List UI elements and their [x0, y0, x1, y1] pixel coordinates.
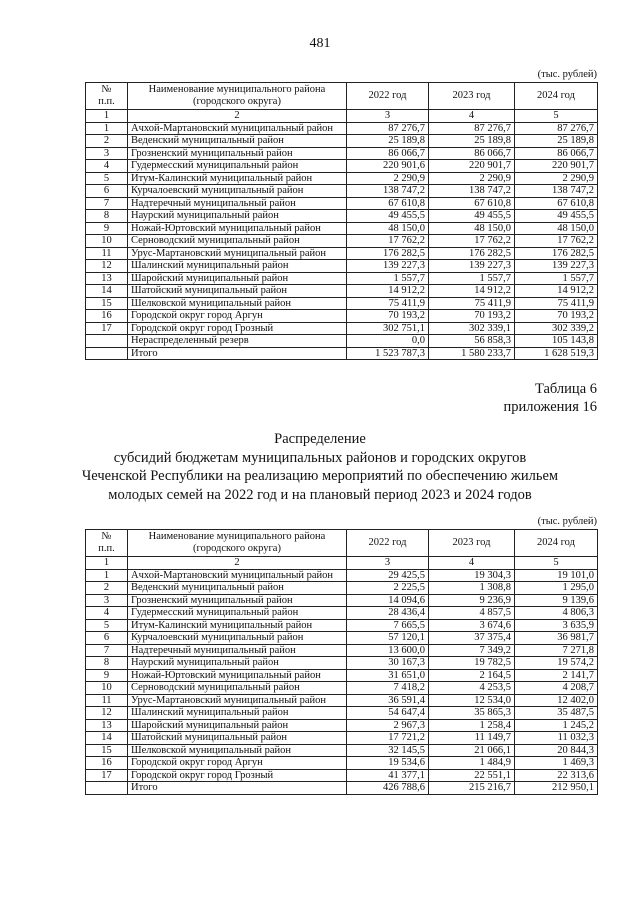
value-2023: 1 258,4 [429, 719, 515, 732]
value-2024: 70 193,2 [515, 310, 598, 323]
table1-units: (тыс. рублей) [537, 69, 597, 80]
value-2022: 13 600,0 [347, 644, 429, 657]
value-2022: 25 189,8 [347, 135, 429, 148]
value-2024: 212 950,1 [515, 782, 598, 795]
table-row [86, 147, 598, 160]
value-2023: 86 066,7 [429, 147, 515, 160]
table-row [86, 197, 598, 210]
row-name: Итого [128, 347, 347, 360]
row-name: Надтеречный муниципальный район [128, 644, 347, 657]
row-number [86, 335, 128, 348]
row-name: Грозненский муниципальный район [128, 147, 347, 160]
value-2023: 70 193,2 [429, 310, 515, 323]
table-row [86, 594, 598, 607]
row-number: 3 [86, 147, 128, 160]
row-number: 15 [86, 744, 128, 757]
value-2022: 1 557,7 [347, 272, 429, 285]
value-2022: 36 591,4 [347, 694, 429, 707]
row-name: Городской округ город Грозный [128, 769, 347, 782]
table-row [86, 632, 598, 645]
table-row [86, 569, 598, 582]
caption-table-number: Таблица 6 [534, 381, 597, 397]
colnum: 1 [86, 110, 128, 123]
value-2024: 1 628 519,3 [515, 347, 598, 360]
row-name: Грозненский муниципальный район [128, 594, 347, 607]
value-2024: 25 189,8 [515, 135, 598, 148]
value-2022: 49 455,5 [347, 210, 429, 223]
row-number: 8 [86, 210, 128, 223]
row-number: 13 [86, 272, 128, 285]
header-name: Наименование муниципального района (городского округа) [128, 83, 347, 110]
value-2024: 1 295,0 [515, 582, 598, 595]
value-2022: 41 377,1 [347, 769, 429, 782]
title-line-1: Распределение [274, 431, 366, 447]
value-2024: 2 141,7 [515, 669, 598, 682]
table-row [86, 682, 598, 695]
value-2023: 1 557,7 [429, 272, 515, 285]
row-number: 15 [86, 297, 128, 310]
value-2023: 176 282,5 [429, 247, 515, 260]
table1-header-row [86, 83, 598, 110]
row-number: 12 [86, 260, 128, 273]
row-name: Городской округ город Грозный [128, 322, 347, 335]
value-2024: 19 574,2 [515, 657, 598, 670]
value-2024: 49 455,5 [515, 210, 598, 223]
row-name: Итум-Калинский муниципальный район [128, 619, 347, 632]
row-number [86, 782, 128, 795]
value-2022: 138 747,2 [347, 185, 429, 198]
table-row [86, 335, 598, 348]
table-row [86, 172, 598, 185]
colnum: 4 [429, 110, 515, 123]
table-row [86, 732, 598, 745]
value-2022: 302 751,1 [347, 322, 429, 335]
row-name: Серноводский муниципальный район [128, 682, 347, 695]
row-number: 5 [86, 619, 128, 632]
value-2022: 7 665,5 [347, 619, 429, 632]
row-number: 16 [86, 757, 128, 770]
row-number: 16 [86, 310, 128, 323]
value-2023: 2 290,9 [429, 172, 515, 185]
table-row [86, 644, 598, 657]
value-2024: 19 101,0 [515, 569, 598, 582]
row-number: 12 [86, 707, 128, 720]
title-line-4: молодых семей на 2022 год и на плановый период 2023 и 2024 годов [108, 486, 532, 503]
row-name: Курчалоевский муниципальный район [128, 632, 347, 645]
table-row [86, 160, 598, 173]
value-2022: 87 276,7 [347, 122, 429, 135]
row-number: 9 [86, 669, 128, 682]
value-2023: 2 164,5 [429, 669, 515, 682]
value-2024: 1 245,2 [515, 719, 598, 732]
colnum: 2 [128, 110, 347, 123]
row-number: 5 [86, 172, 128, 185]
value-2022: 54 647,4 [347, 707, 429, 720]
value-2022: 75 411,9 [347, 297, 429, 310]
row-number: 2 [86, 135, 128, 148]
table-row [86, 707, 598, 720]
row-name: Городской округ город Аргун [128, 757, 347, 770]
value-2024: 4 208,7 [515, 682, 598, 695]
value-2022: 57 120,1 [347, 632, 429, 645]
value-2022: 17 721,2 [347, 732, 429, 745]
value-2024: 4 806,3 [515, 607, 598, 620]
value-2024: 36 981,7 [515, 632, 598, 645]
value-2023: 220 901,7 [429, 160, 515, 173]
title-line-2: субсидий бюджетам муниципальных районов и городских округов [113, 449, 527, 466]
value-2024: 22 313,6 [515, 769, 598, 782]
value-2024: 3 635,9 [515, 619, 598, 632]
colnum: 5 [515, 557, 598, 570]
value-2023: 138 747,2 [429, 185, 515, 198]
header-number: № п.п. [86, 83, 128, 110]
value-2023: 22 551,1 [429, 769, 515, 782]
value-2024: 176 282,5 [515, 247, 598, 260]
row-name: Шалинский муниципальный район [128, 260, 347, 273]
value-2022: 29 425,5 [347, 569, 429, 582]
row-number: 6 [86, 185, 128, 198]
header-2022: 2022 год [347, 83, 429, 110]
header-2023: 2023 год [429, 83, 515, 110]
value-2023: 49 455,5 [429, 210, 515, 223]
row-name: Ачхой-Мартановский муниципальный район [128, 122, 347, 135]
value-2023: 17 762,2 [429, 235, 515, 248]
table-row [86, 135, 598, 148]
value-2023: 87 276,7 [429, 122, 515, 135]
value-2023: 56 858,3 [429, 335, 515, 348]
value-2023: 12 534,0 [429, 694, 515, 707]
value-2024: 105 143,8 [515, 335, 598, 348]
value-2022: 19 534,6 [347, 757, 429, 770]
value-2024: 138 747,2 [515, 185, 598, 198]
table-row [86, 694, 598, 707]
value-2024: 1 469,3 [515, 757, 598, 770]
table-caption [504, 380, 597, 416]
row-number: 3 [86, 594, 128, 607]
row-name: Шалинский муниципальный район [128, 707, 347, 720]
table-row [86, 657, 598, 670]
row-name: Городской округ город Аргун [128, 310, 347, 323]
row-number: 17 [86, 322, 128, 335]
value-2023: 11 149,7 [429, 732, 515, 745]
value-2022: 48 150,0 [347, 222, 429, 235]
row-name: Веденский муниципальный район [128, 135, 347, 148]
value-2023: 1 308,8 [429, 582, 515, 595]
row-number: 10 [86, 682, 128, 695]
value-2024: 87 276,7 [515, 122, 598, 135]
row-number: 17 [86, 769, 128, 782]
value-2022: 176 282,5 [347, 247, 429, 260]
value-2024: 20 844,3 [515, 744, 598, 757]
table-row [86, 347, 598, 360]
row-name: Урус-Мартановский муниципальный район [128, 694, 347, 707]
value-2023: 7 349,2 [429, 644, 515, 657]
value-2023: 215 216,7 [429, 782, 515, 795]
value-2024: 2 290,9 [515, 172, 598, 185]
row-number: 9 [86, 222, 128, 235]
value-2023: 19 782,5 [429, 657, 515, 670]
colnum: 5 [515, 110, 598, 123]
table-row [86, 744, 598, 757]
row-number: 10 [86, 235, 128, 248]
row-number: 11 [86, 247, 128, 260]
value-2023: 19 304,3 [429, 569, 515, 582]
colnum: 3 [347, 557, 429, 570]
table-row [86, 582, 598, 595]
value-2023: 4 857,5 [429, 607, 515, 620]
table-row [86, 719, 598, 732]
value-2024: 86 066,7 [515, 147, 598, 160]
value-2022: 86 066,7 [347, 147, 429, 160]
table-row [86, 310, 598, 323]
row-name: Наурский муниципальный район [128, 657, 347, 670]
value-2024: 220 901,7 [515, 160, 598, 173]
value-2023: 302 339,1 [429, 322, 515, 335]
row-number: 11 [86, 694, 128, 707]
value-2023: 35 865,3 [429, 707, 515, 720]
row-name: Гудермесский муниципальный район [128, 160, 347, 173]
page-number: 481 [309, 36, 331, 51]
value-2022: 220 901,6 [347, 160, 429, 173]
table-row [86, 260, 598, 273]
table-row [86, 769, 598, 782]
value-2022: 2 967,3 [347, 719, 429, 732]
value-2024: 139 227,3 [515, 260, 598, 273]
row-name: Ножай-Юртовский муниципальный район [128, 669, 347, 682]
header-2023: 2023 год [429, 530, 515, 557]
value-2022: 2 290,9 [347, 172, 429, 185]
value-2022: 67 610,8 [347, 197, 429, 210]
row-name: Курчалоевский муниципальный район [128, 185, 347, 198]
table-row [86, 322, 598, 335]
table-row [86, 235, 598, 248]
table-row [86, 619, 598, 632]
value-2022: 1 523 787,3 [347, 347, 429, 360]
header-2024: 2024 год [515, 83, 598, 110]
value-2023: 1 580 233,7 [429, 347, 515, 360]
row-name: Гудермесский муниципальный район [128, 607, 347, 620]
table-row [86, 285, 598, 298]
value-2024: 7 271,8 [515, 644, 598, 657]
row-name: Веденский муниципальный район [128, 582, 347, 595]
value-2023: 3 674,6 [429, 619, 515, 632]
row-name: Надтеречный муниципальный район [128, 197, 347, 210]
row-number: 1 [86, 569, 128, 582]
row-name: Серноводский муниципальный район [128, 235, 347, 248]
header-name: Наименование муниципального района (городского округа) [128, 530, 347, 557]
row-number: 4 [86, 607, 128, 620]
row-name: Шаройский муниципальный район [128, 719, 347, 732]
row-number: 14 [86, 285, 128, 298]
row-name: Шелковской муниципальный район [128, 744, 347, 757]
value-2022: 31 651,0 [347, 669, 429, 682]
value-2022: 0,0 [347, 335, 429, 348]
value-2022: 7 418,2 [347, 682, 429, 695]
row-number: 1 [86, 122, 128, 135]
value-2023: 67 610,8 [429, 197, 515, 210]
table-row [86, 757, 598, 770]
row-number: 8 [86, 657, 128, 670]
value-2022: 70 193,2 [347, 310, 429, 323]
table-row [86, 607, 598, 620]
value-2023: 1 484,9 [429, 757, 515, 770]
column-number-row [86, 110, 598, 123]
header-number: № п.п. [86, 530, 128, 557]
row-number: 6 [86, 632, 128, 645]
colnum: 1 [86, 557, 128, 570]
row-name: Шатойский муниципальный район [128, 732, 347, 745]
value-2023: 14 912,2 [429, 285, 515, 298]
row-number: 13 [86, 719, 128, 732]
table-row [86, 222, 598, 235]
row-number: 2 [86, 582, 128, 595]
value-2022: 17 762,2 [347, 235, 429, 248]
row-number: 14 [86, 732, 128, 745]
value-2023: 9 236,9 [429, 594, 515, 607]
column-number-row [86, 557, 598, 570]
row-name: Нераспределенный резерв [128, 335, 347, 348]
table-row [86, 297, 598, 310]
table-row [86, 247, 598, 260]
row-number [86, 347, 128, 360]
value-2024: 14 912,2 [515, 285, 598, 298]
table2-header-row [86, 530, 598, 557]
value-2024: 67 610,8 [515, 197, 598, 210]
value-2023: 75 411,9 [429, 297, 515, 310]
row-name: Шатойский муниципальный район [128, 285, 347, 298]
value-2022: 14 912,2 [347, 285, 429, 298]
value-2024: 17 762,2 [515, 235, 598, 248]
value-2023: 139 227,3 [429, 260, 515, 273]
value-2023: 4 253,5 [429, 682, 515, 695]
row-name: Шаройский муниципальный район [128, 272, 347, 285]
value-2024: 48 150,0 [515, 222, 598, 235]
colnum: 4 [429, 557, 515, 570]
value-2022: 28 436,4 [347, 607, 429, 620]
value-2022: 32 145,5 [347, 744, 429, 757]
header-2022: 2022 год [347, 530, 429, 557]
value-2024: 75 411,9 [515, 297, 598, 310]
table-row [86, 210, 598, 223]
table-row [86, 272, 598, 285]
value-2024: 11 032,3 [515, 732, 598, 745]
row-number: 7 [86, 644, 128, 657]
table-row [86, 782, 598, 795]
value-2024: 12 402,0 [515, 694, 598, 707]
value-2022: 426 788,6 [347, 782, 429, 795]
caption-appendix: приложения 16 [503, 399, 597, 415]
value-2024: 1 557,7 [515, 272, 598, 285]
value-2024: 302 339,2 [515, 322, 598, 335]
table-row [86, 669, 598, 682]
value-2022: 14 094,6 [347, 594, 429, 607]
table1 [85, 82, 598, 360]
value-2022: 139 227,3 [347, 260, 429, 273]
value-2024: 9 139,6 [515, 594, 598, 607]
row-name: Шелковской муниципальный район [128, 297, 347, 310]
table-row [86, 185, 598, 198]
table2 [85, 529, 598, 795]
value-2023: 21 066,1 [429, 744, 515, 757]
row-name: Ножай-Юртовский муниципальный район [128, 222, 347, 235]
colnum: 3 [347, 110, 429, 123]
row-name: Урус-Мартановский муниципальный район [128, 247, 347, 260]
table-row [86, 122, 598, 135]
row-name: Итум-Калинский муниципальный район [128, 172, 347, 185]
value-2022: 2 225,5 [347, 582, 429, 595]
value-2024: 35 487,5 [515, 707, 598, 720]
table2-title [0, 430, 640, 504]
colnum: 2 [128, 557, 347, 570]
header-2024: 2024 год [515, 530, 598, 557]
value-2022: 30 167,3 [347, 657, 429, 670]
value-2023: 25 189,8 [429, 135, 515, 148]
row-name: Ачхой-Мартановский муниципальный район [128, 569, 347, 582]
value-2023: 48 150,0 [429, 222, 515, 235]
row-number: 7 [86, 197, 128, 210]
table2-units: (тыс. рублей) [537, 516, 597, 527]
row-number: 4 [86, 160, 128, 173]
title-line-3: Чеченской Республики на реализацию мероприятий по обеспечению жильем [81, 468, 559, 484]
row-name: Наурский муниципальный район [128, 210, 347, 223]
value-2023: 37 375,4 [429, 632, 515, 645]
row-name: Итого [128, 782, 347, 795]
